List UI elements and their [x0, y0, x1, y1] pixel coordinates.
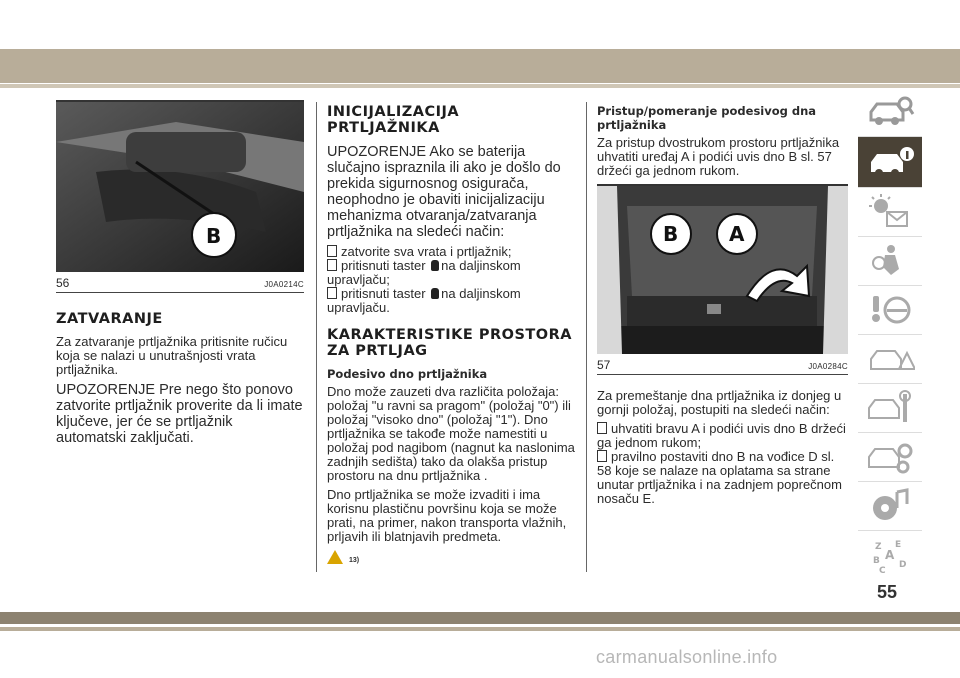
note-number: 13)	[349, 557, 360, 564]
section-heading-zatvaranje: ZATVARANJE	[56, 311, 163, 327]
column-divider	[316, 102, 317, 572]
bullet-text: na daljinskom upravljaču;	[327, 258, 521, 287]
section-heading-inicijalizacija: INICIJALIZACIJA PRTLJAŽNIKA	[327, 104, 460, 136]
bullet-item	[327, 245, 575, 259]
figure-caption	[56, 276, 304, 293]
lock-key-icon	[431, 260, 439, 271]
tab-multimedia[interactable]	[858, 482, 922, 531]
bullet-text: pritisnuti taster	[341, 258, 426, 273]
bullet-text: pravilno postaviti dno B na vođice D sl. 58 koje se nalaze na oplatama sa strane unutar prtljažnika i na zadnjem poprečnom nosaču E.	[597, 449, 842, 506]
warning-lights-icon	[865, 192, 915, 232]
figure-56-image	[56, 100, 304, 272]
column-middle	[327, 100, 575, 564]
tab-servicing[interactable]	[858, 384, 922, 433]
checkbox-bullet-icon	[327, 245, 337, 257]
warning-paragraph: UPOZORENJE Ako se baterija slučajno ispraznila ili ako je došlo do prekida sigurnosnog osigurača, neophodno je obaviti inicijalizaciju mehanizma otvaranja/zatvaranja prtljažnika na sledeći način:	[327, 144, 561, 240]
checkbox-bullet-icon	[597, 422, 607, 434]
subheading: Pristup/pomeranje podesivog dna prtljažnika	[597, 104, 817, 132]
svg-text:D: D	[899, 560, 907, 570]
media-nav-icon	[865, 486, 915, 526]
figure-code: J0A0214C	[264, 280, 304, 289]
checkbox-bullet-icon	[327, 287, 337, 299]
figure-number: 56	[56, 276, 70, 290]
column-left	[56, 100, 304, 451]
callout-b-label: B	[206, 224, 222, 248]
steering-key-icon	[865, 290, 915, 330]
tab-safety[interactable]	[858, 237, 922, 286]
svg-text:E: E	[895, 540, 902, 550]
bullet-text: na daljinskom upravljaču.	[327, 286, 521, 315]
svg-text:B: B	[873, 556, 880, 566]
figure-caption	[597, 358, 848, 375]
tab-index[interactable]	[858, 531, 922, 579]
bullet-item	[327, 287, 575, 315]
car-wrench-icon	[865, 388, 915, 428]
tab-emergency[interactable]	[858, 335, 922, 384]
section-heading-karakteristike: KARAKTERISTIKE PROSTORA ZA PRTLJAG	[327, 327, 573, 359]
figure-57-image	[597, 184, 848, 354]
paragraph: Dno prtljažnika se može izvaditi i ima korisnu plastičnu površinu koja se može prati, na primer, nakon transporta vlažnih, prljavih ili blatnjavih predmeta.	[327, 487, 567, 544]
svg-text:A: A	[885, 548, 895, 562]
header-bar	[0, 49, 960, 83]
note-reference	[327, 550, 575, 564]
figure-code: J0A0284C	[808, 362, 848, 371]
bullet-item	[597, 422, 848, 450]
tab-car-search[interactable]	[858, 88, 922, 137]
tab-warning-lights[interactable]	[858, 188, 922, 237]
airbag-person-icon	[865, 241, 915, 281]
warning-paragraph: UPOZORENJE Pre nego što ponovo zatvorite prtljažnik proverite da li imate ključeve, jer će se prtljažnik automatski zaključati.	[56, 382, 303, 446]
tab-starting-driving[interactable]	[858, 286, 922, 335]
column-divider	[586, 102, 587, 572]
tab-technical[interactable]	[858, 433, 922, 482]
warning-triangle-icon	[327, 550, 343, 564]
tab-car-info[interactable]	[858, 137, 922, 188]
car-hazard-icon	[865, 339, 915, 379]
watermark: carmanualsonline.info	[596, 647, 778, 667]
paragraph: Za zatvaranje prtljažnika pritisnite ručicu koja se nalazi u unutrašnjosti vrata prtljažnika.	[56, 334, 288, 377]
figure-number: 57	[597, 358, 611, 372]
bullet-text: zatvorite sva vrata i prtljažnik;	[341, 244, 512, 259]
svg-text:C: C	[879, 566, 886, 575]
page-number: 55	[877, 582, 898, 602]
paragraph: Za pristup dvostrukom prostoru prtljažnika uhvatiti uređaj A i podići uvis dno B sl. 57 držeći ga jednom rukom.	[597, 135, 840, 178]
unlock-key-icon	[431, 288, 439, 299]
bullet-item	[327, 259, 575, 287]
alphabet-index-icon	[865, 535, 915, 575]
svg-text:Z: Z	[875, 542, 882, 552]
subheading: Podesivo dno prtljažnika	[327, 367, 488, 381]
bullet-text: pritisnuti taster	[341, 286, 426, 301]
callout-b-label: B	[663, 222, 679, 246]
car-search-icon	[865, 94, 915, 130]
car-gear-icon	[865, 437, 915, 477]
footer-stripe	[0, 627, 960, 631]
bullet-item	[597, 450, 848, 506]
column-right	[597, 100, 848, 506]
callout-a-label: A	[729, 222, 745, 246]
footer-bar	[0, 612, 960, 624]
paragraph: Dno može zauzeti dva različita položaja: položaj "u ravni sa pragom" (položaj "0") ili položaj "visoko dno" (položaj "1"). Dno prtljažnika se takođe može namestiti u položaj pod nagibom (nagnut ka naslonima zadnjih sedišta) tako da olakša pristup prostoru na dnu prtljažnika .	[327, 384, 575, 483]
car-info-icon	[865, 144, 915, 180]
header-stripe	[0, 84, 960, 88]
bullet-text: uhvatiti bravu A i podići uvis dno B držeći ga jednom rukom;	[597, 421, 846, 450]
chapter-tabs	[858, 88, 922, 579]
checkbox-bullet-icon	[327, 259, 337, 271]
checkbox-bullet-icon	[597, 450, 607, 462]
paragraph: Za premeštanje dna prtljažnika iz donjeg u gornji položaj, postupiti na sledeći način:	[597, 388, 842, 417]
